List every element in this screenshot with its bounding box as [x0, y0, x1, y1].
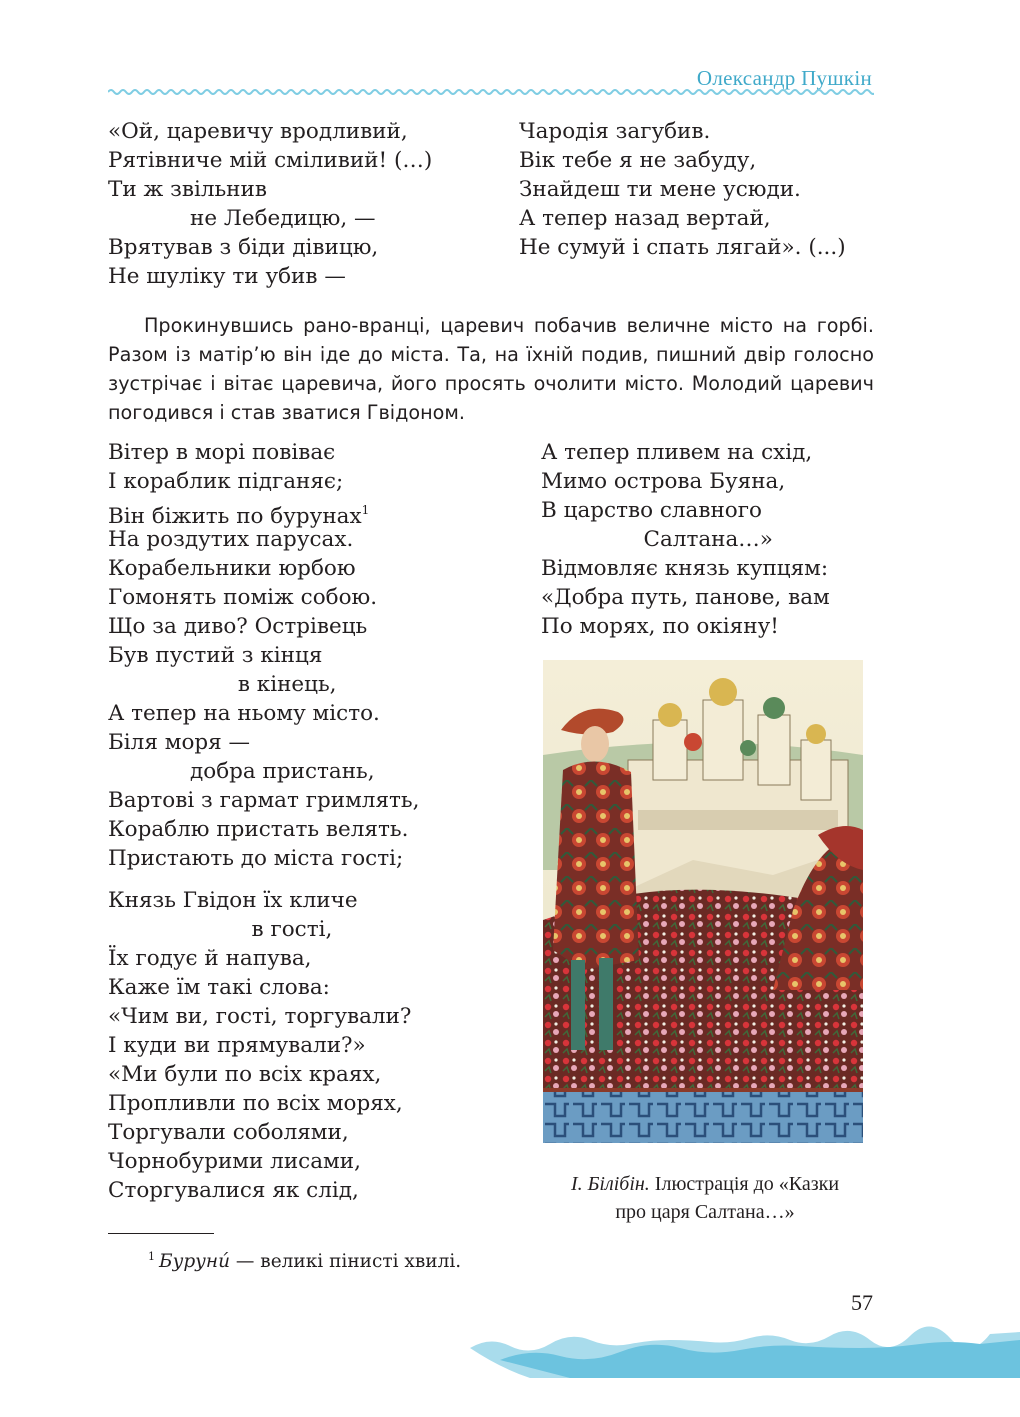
poem-line: Рятівниче мій сміливий! (…) [108, 148, 433, 173]
footnote-reference: 1 [361, 503, 370, 517]
poem-line: Пропливли по всіх морях, [108, 1091, 403, 1116]
footer-wave-decoration [470, 1318, 1020, 1378]
poem-line: В царство славного [541, 498, 762, 523]
poem-line: На роздутих парусах. [108, 527, 354, 552]
poem-line: А тепер назад вертай, [519, 206, 771, 231]
poem-line: Сторгувалися як слід, [108, 1178, 359, 1203]
poem-line: Корабельники юрбою [108, 556, 356, 581]
poem-line: Пристають до міста гості; [108, 846, 404, 871]
poem-line: Торгували соболями, [108, 1120, 349, 1145]
bilibin-illustration [543, 660, 863, 1143]
poem-line: Ти ж звільнив [108, 177, 267, 202]
poem-line: Врятував з біди дівицю, [108, 235, 379, 260]
poem-line: Вітер в морі повіває [108, 440, 336, 465]
poem-line: Не шуліку ти убив — [108, 264, 346, 289]
poem-line: По морях, по окіяну! [541, 614, 779, 639]
poem-line: Був пустий з кінця [108, 643, 323, 668]
caption-text-1: Ілюстрація до «Казки [649, 1173, 840, 1195]
poem-line: Салтана…» [541, 527, 773, 552]
poem-line: Біля моря — [108, 730, 251, 755]
poem-line: Каже їм такі слова: [108, 975, 330, 1000]
caption-author: І. Білібін. [570, 1173, 650, 1195]
prose-paragraph [108, 311, 874, 427]
poem-stanza-2-left [108, 438, 419, 873]
poem-line: «Ой, царевичу вродливий, [108, 119, 408, 144]
poem-line: Князь Гвідон їх кличе [108, 888, 358, 913]
page-number: 57 [851, 1290, 873, 1315]
poem-line: Чародія загубив. [519, 119, 711, 144]
poem-line: Мимо острова Буяна, [541, 469, 786, 494]
poem-line: Вік тебе я не забуду, [519, 148, 757, 173]
poem-stanza-2-right [541, 438, 830, 641]
poem-line: Не сумуй і спать лягай». (...) [519, 235, 846, 260]
caption-text-2: про царя Салтана…» [615, 1201, 795, 1223]
footnote-term: Буруни́ [159, 1251, 231, 1272]
poem-line: Відмовляє князь купцям: [541, 556, 829, 581]
poem-line: в кінець, [108, 672, 337, 697]
poem-line: Кораблю пристать велять. [108, 817, 409, 842]
poem-line: Він біжить по бурунах$^1$ [108, 503, 370, 529]
prose-text: Прокинувшись рано-вранці, царевич побачив величне місто на горбі. Разом із матір’ю він іде до міста. Та, на їхній подив, пишний двір голосно зустрічає і вітає царевича, його просять очолити місто. Молодий царевич погодився і став зватися Гвідоном. [108, 314, 874, 424]
poem-line: «Ми були по всіх краях, [108, 1062, 382, 1087]
poem-stanza-1-right [519, 117, 846, 262]
poem-line: Що за диво? Острівець [108, 614, 368, 639]
header-wave-decoration [108, 86, 874, 98]
poem-line: не Лебедицю, — [108, 206, 376, 231]
illustration-caption [520, 1170, 890, 1226]
poem-line: Гомонять поміж собою. [108, 585, 378, 610]
poem-line: «Добра путь, панове, вам [541, 585, 830, 610]
footnote-mark: 1 [148, 1250, 155, 1263]
poem-line: І куди ви прямували?» [108, 1033, 366, 1058]
poem-line: «Чим ви, гості, торгували? [108, 1004, 412, 1029]
footnote-text: — великі пінисті хвилі. [230, 1251, 462, 1272]
poem-line: Чорнобурими лисами, [108, 1149, 361, 1174]
poem-line: добра пристань, [108, 759, 375, 784]
poem-line: Вартові з гармат гримлять, [108, 788, 420, 813]
poem-line: Знайдеш ти мене усюди. [519, 177, 801, 202]
running-header-author: Олександр Пушкін [696, 66, 872, 90]
footnote-separator [108, 1233, 214, 1234]
poem-line: І кораблик підганяє; [108, 469, 344, 494]
poem-line: Їх годує й напува, [108, 946, 312, 971]
poem-stanza-3-left [108, 886, 411, 1205]
poem-line: в гості, [108, 917, 333, 942]
poem-line: А тепер пливем на схід, [541, 440, 813, 465]
poem-stanza-1-left [108, 117, 432, 291]
poem-line: А тепер на ньому місто. [108, 701, 380, 726]
footnote [148, 1250, 461, 1272]
